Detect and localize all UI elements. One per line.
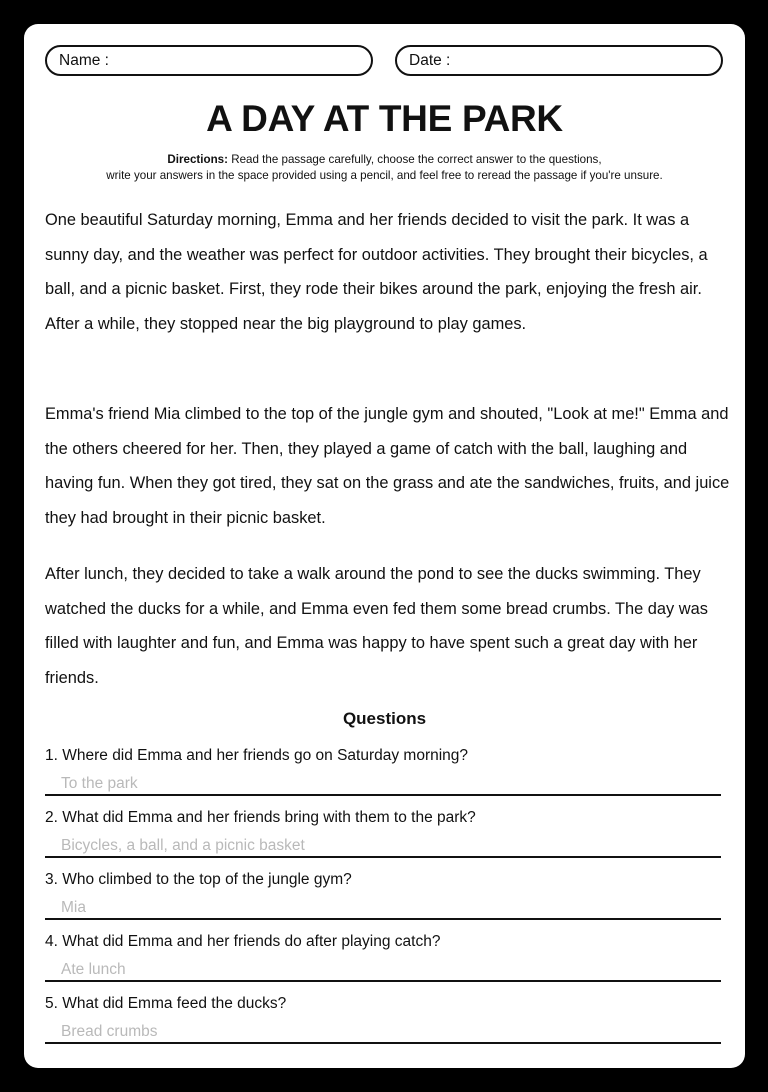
question-1	[45, 746, 721, 796]
answer-field[interactable]: Bicycles, a ball, and a picnic basket	[61, 837, 305, 854]
answer-field[interactable]: Mia	[61, 899, 86, 916]
answer-field[interactable]: To the park	[61, 775, 138, 792]
worksheet-title: A DAY AT THE PARK	[206, 98, 563, 139]
answer-line	[45, 794, 721, 796]
date-field[interactable]	[395, 45, 723, 76]
answer-field[interactable]: Ate lunch	[61, 961, 126, 978]
answer-field[interactable]: Bread crumbs	[61, 1023, 158, 1040]
date-label: Date :	[409, 52, 451, 69]
question-4	[45, 932, 721, 982]
question-text: 1. Where did Emma and her friends go on Saturday morning?	[45, 747, 469, 764]
question-text: 4. What did Emma and her friends do after playing catch?	[45, 933, 441, 950]
directions-line-1: Read the passage carefully, choose the correct answer to the questions,	[231, 153, 602, 166]
question-3	[45, 870, 721, 920]
directions-label: Directions:	[167, 153, 228, 166]
answer-line	[45, 980, 721, 982]
answer-line	[45, 856, 721, 858]
questions-heading: Questions	[342, 709, 427, 728]
name-field[interactable]	[45, 45, 373, 76]
question-2	[45, 808, 721, 858]
passage-paragraph-1: One beautiful Saturday morning, Emma and her friends decided to visit the park. It was a sunny day, and the weather was perfect for outdoor activities. They brought their bicycles, a ball, and a picnic basket. First, they rode their bikes around the park, enjoying the fresh air. After a while, they stopped near the big playground to play games.	[45, 211, 708, 333]
name-label: Name :	[59, 52, 109, 69]
answer-line	[45, 918, 721, 920]
worksheet-page	[24, 24, 745, 1068]
question-text: 3. Who climbed to the top of the jungle gym?	[45, 871, 352, 888]
passage-paragraph-3: After lunch, they decided to take a walk around the pond to see the ducks swimming. They watched the ducks for a while, and Emma even fed them some bread crumbs. The day was filled with laughter and fun, and Emma was happy to have spent such a great day with her friends.	[45, 565, 708, 687]
question-5	[45, 994, 721, 1044]
question-text: 5. What did Emma feed the ducks?	[45, 995, 287, 1012]
directions	[24, 152, 745, 183]
answer-line	[45, 1042, 721, 1044]
passage-paragraph-2: Emma's friend Mia climbed to the top of the jungle gym and shouted, "Look at me!" Emma and the others cheered for her. Then, they played a game of catch with the ball, laughing and having fun. When they got tired, they sat on the grass and ate the sandwiches, fruits, and juice they had brought in their picnic basket.	[45, 405, 730, 527]
directions-line-2: write your answers in the space provided using a pencil, and feel free to reread the passage if you're unsure.	[106, 168, 663, 182]
question-text: 2. What did Emma and her friends bring with them to the park?	[45, 809, 476, 826]
